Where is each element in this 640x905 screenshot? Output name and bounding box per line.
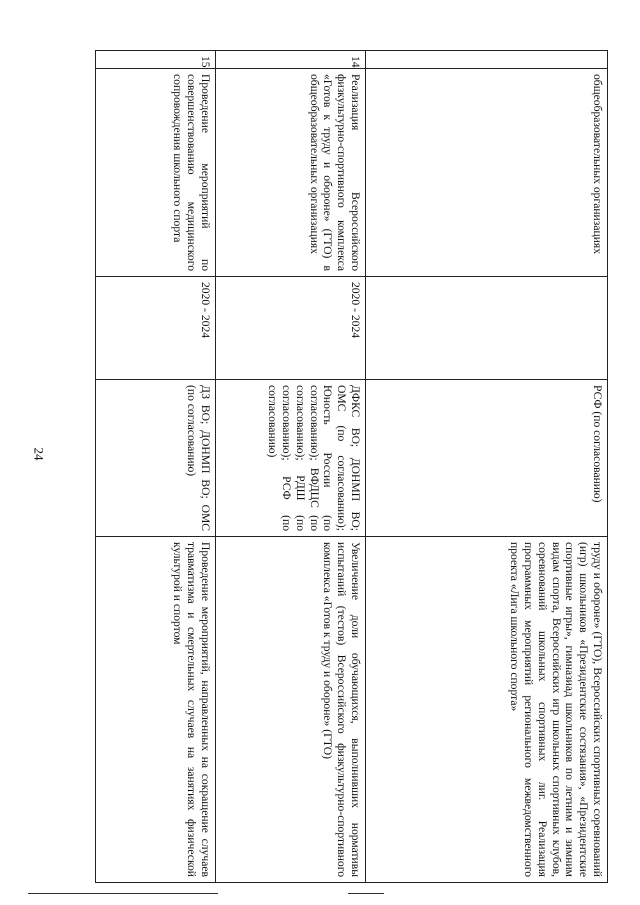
rotated-table-area [96, 50, 608, 882]
footer-rule-short [348, 893, 384, 894]
measure-name-cell: Проведение мероприятий по совершенствованию медицинского сопровождения школьного спорта [96, 69, 216, 277]
footer-rule [28, 893, 218, 894]
term-cell: 2020 - 2024 [216, 277, 366, 380]
term-cell [366, 277, 608, 380]
page-number: 24 [31, 447, 47, 461]
term-cell: 2020 - 2024 [96, 277, 216, 380]
table-row [216, 51, 366, 883]
plan-table [95, 50, 608, 883]
measure-name-cell: Реализация Всероссийского физкультурно-спортивного комплекса «Готов к труду и обороне» (ГТО) в общеобразовательных организациях [216, 69, 366, 277]
result-cell: Увеличение доли обучающихся, выполнивших нормативы испытаний (тестов) Всероссийского физкультурно-спортивного комплекса «Готов к труду и обороне» (ГТО) [216, 537, 366, 883]
executor-cell: ДЗ ВО; ДОНМП ВО; ОМС (по согласованию) [96, 380, 216, 537]
row-number-cell [366, 51, 608, 69]
row-number-cell: 15 [96, 51, 216, 69]
executor-cell: ДФКС ВО; ДОНМП ВО; ОМС (по согласованию); Юность России (по согласованию); ВФДЦС (по согласованию); РДШ (по согласованию); РСФ (по согласованию) [216, 380, 366, 537]
measure-name-cell: общеобразовательных организациях [366, 69, 608, 277]
result-cell: Проведение мероприятий, направленных на сокращение случаев травматизма и смертельных случаев на занятиях физической культурой и спортом [96, 537, 216, 883]
table-sheet [96, 50, 608, 882]
executor-cell: РСФ (по согласованию) [366, 380, 608, 537]
table-row [96, 51, 216, 883]
table-row [366, 51, 608, 883]
row-number-cell: 14 [216, 51, 366, 69]
result-cell: труду и обороне» (ГТО), Всероссийских спортивных соревнований (игр) школьников «Президентские состязания», «Президентские спортивные игры», гимназиад школьников по летним и зимним видам спорта, Всероссийских игр школьных спортивных клубов, соревнований школьных спортивных лиг. Реализация программных мероприятий регионального межведомственного проекта «Лига школьного спорта» [366, 537, 608, 883]
